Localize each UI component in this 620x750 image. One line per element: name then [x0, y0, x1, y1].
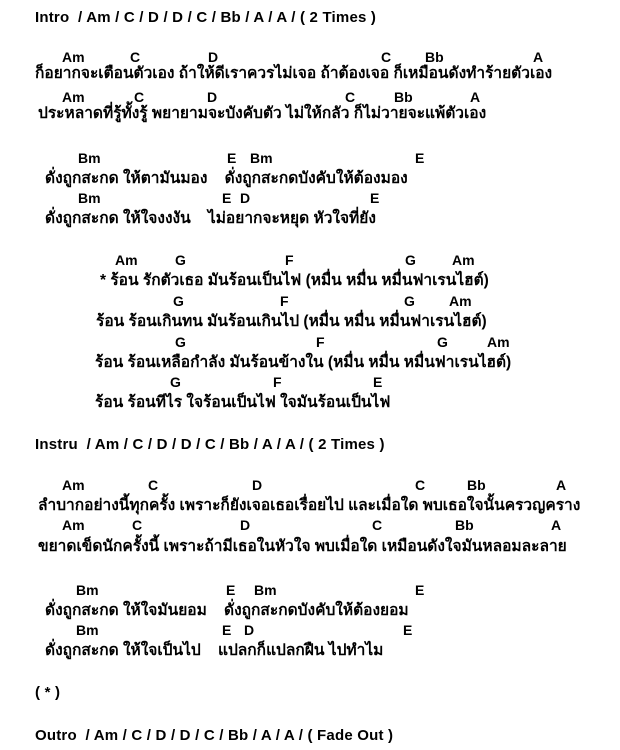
chord-f: F — [285, 252, 294, 268]
chord-bb: Bb — [394, 89, 413, 105]
chord-am: Am — [62, 517, 85, 533]
lyric-line: ร้อน ร้อนเกินทน มันร้อนเกินไป (หมื่น หมื่น หมื่นฟาเรนไฮต์) — [96, 313, 487, 330]
chord-row — [0, 50, 620, 65]
lyric-line: ลำบากอย่างนี้ทุกครั้ง เพราะก็ยังเจอเธอเรื่อยไป และเมื่อใด พบเธอใจนั้นครวญคราง — [38, 497, 581, 514]
chord-e: E — [415, 582, 425, 598]
chord-row — [0, 518, 620, 533]
section-label-repeat-star: ( * ) — [35, 684, 61, 701]
chord-bb: Bb — [455, 517, 474, 533]
lyric-line: ก็อยากจะเตือนตัวเอง ถ้าให้ดีเราควรไม่เจอ ถ้าต้องเจอ ก็เหมือนดังทำร้ายตัวเอง — [35, 65, 553, 82]
chord-a: A — [533, 49, 544, 65]
chord-c: C — [132, 517, 143, 533]
chord-c: C — [130, 49, 141, 65]
chord-c: C — [134, 89, 145, 105]
chord-bb: Bb — [467, 477, 486, 493]
chord-d: D — [252, 477, 263, 493]
chord-g: G — [175, 252, 186, 268]
chord-am: Am — [62, 49, 85, 65]
chord-f: F — [316, 334, 325, 350]
chord-e: E — [370, 190, 380, 206]
lyric-line: ดั่งถูกสะกด ให้ใจงงงัน ไม่อยากจะหยุด หัวใจที่ยัง — [45, 210, 376, 227]
chord-row — [0, 294, 620, 309]
chord-row — [0, 478, 620, 493]
chord-e: E — [403, 622, 413, 638]
chord-bb: Bb — [425, 49, 444, 65]
section-label-instru: Instru / Am / C / D / D / C / Bb / A / A / ( 2 Times ) — [35, 436, 385, 453]
chord-bm: Bm — [78, 150, 101, 166]
chord-f: F — [280, 293, 289, 309]
chord-g: G — [437, 334, 448, 350]
lyric-line: ประหลาดที่รู้ทั้งรู้ พยายามจะบังคับตัว ไม่ให้กลัว ก็ไม่วายจะแพ้ตัวเอง — [38, 105, 487, 122]
chord-a: A — [556, 477, 567, 493]
chord-bm: Bm — [76, 582, 99, 598]
lyric-line: ดั่งถูกสะกด ให้ใจมันยอม ดั่งถูกสะกดบังคับให้ต้องยอม — [45, 602, 409, 619]
chord-bm: Bm — [78, 190, 101, 206]
chord-e: E — [226, 582, 236, 598]
chord-am: Am — [62, 89, 85, 105]
chord-g: G — [405, 252, 416, 268]
chord-am: Am — [115, 252, 138, 268]
chord-d: D — [208, 49, 219, 65]
chord-c: C — [415, 477, 426, 493]
chord-c: C — [381, 49, 392, 65]
chord-c: C — [148, 477, 159, 493]
chord-c: C — [345, 89, 356, 105]
lyric-line: ดั่งถูกสะกด ให้ใจเป็นไป แปลกก็แปลกฝืน ไปทำไม — [45, 642, 384, 659]
chord-d: D — [207, 89, 218, 105]
section-label-outro: Outro / Am / C / D / D / C / Bb / A / A / ( Fade Out ) — [35, 727, 394, 744]
chord-g: G — [404, 293, 415, 309]
chord-e: E — [373, 374, 383, 390]
chord-row — [0, 151, 620, 166]
chord-am: Am — [487, 334, 510, 350]
chord-bm: Bm — [254, 582, 277, 598]
chord-e: E — [227, 150, 237, 166]
chord-g: G — [173, 293, 184, 309]
chord-e: E — [222, 622, 232, 638]
chord-am: Am — [62, 477, 85, 493]
chord-a: A — [470, 89, 481, 105]
chord-d: D — [240, 517, 251, 533]
chord-a: A — [551, 517, 562, 533]
chord-row — [0, 191, 620, 206]
chord-am: Am — [449, 293, 472, 309]
chord-e: E — [415, 150, 425, 166]
lyric-line: ร้อน ร้อนทีไร ใจร้อนเป็นไฟ ใจมันร้อนเป็นไฟ — [95, 394, 391, 411]
chord-d: D — [244, 622, 255, 638]
lyric-line: ดั่งถูกสะกด ให้ตามันมอง ดั่งถูกสะกดบังคับให้ต้องมอง — [45, 170, 408, 187]
chord-row — [0, 375, 620, 390]
chord-g: G — [170, 374, 181, 390]
chord-row — [0, 583, 620, 598]
chord-row — [0, 335, 620, 350]
chord-d: D — [240, 190, 251, 206]
lyric-line: * ร้อน รักตัวเธอ มันร้อนเป็นไฟ (หมื่น หมื่น หมื่นฟาเรนไฮต์) — [100, 272, 489, 289]
section-label-intro: Intro / Am / C / D / D / C / Bb / A / A / ( 2 Times ) — [35, 9, 377, 26]
chord-row — [0, 253, 620, 268]
chord-e: E — [222, 190, 232, 206]
chord-row — [0, 623, 620, 638]
chord-row — [0, 90, 620, 105]
chord-bm: Bm — [250, 150, 273, 166]
chord-am: Am — [452, 252, 475, 268]
chord-f: F — [273, 374, 282, 390]
chord-bm: Bm — [76, 622, 99, 638]
chord-g: G — [175, 334, 186, 350]
lyric-line: ร้อน ร้อนเหลือกำลัง มันร้อนข้างใน (หมื่น หมื่น หมื่นฟาเรนไฮต์) — [95, 354, 512, 371]
lyric-line: ขยาดเข็ดนักครั้งนี้ เพราะถ้ามีเธอในหัวใจ พบเมื่อใด เหมือนดังใจมันหลอมละลาย — [38, 538, 567, 555]
chord-c: C — [372, 517, 383, 533]
